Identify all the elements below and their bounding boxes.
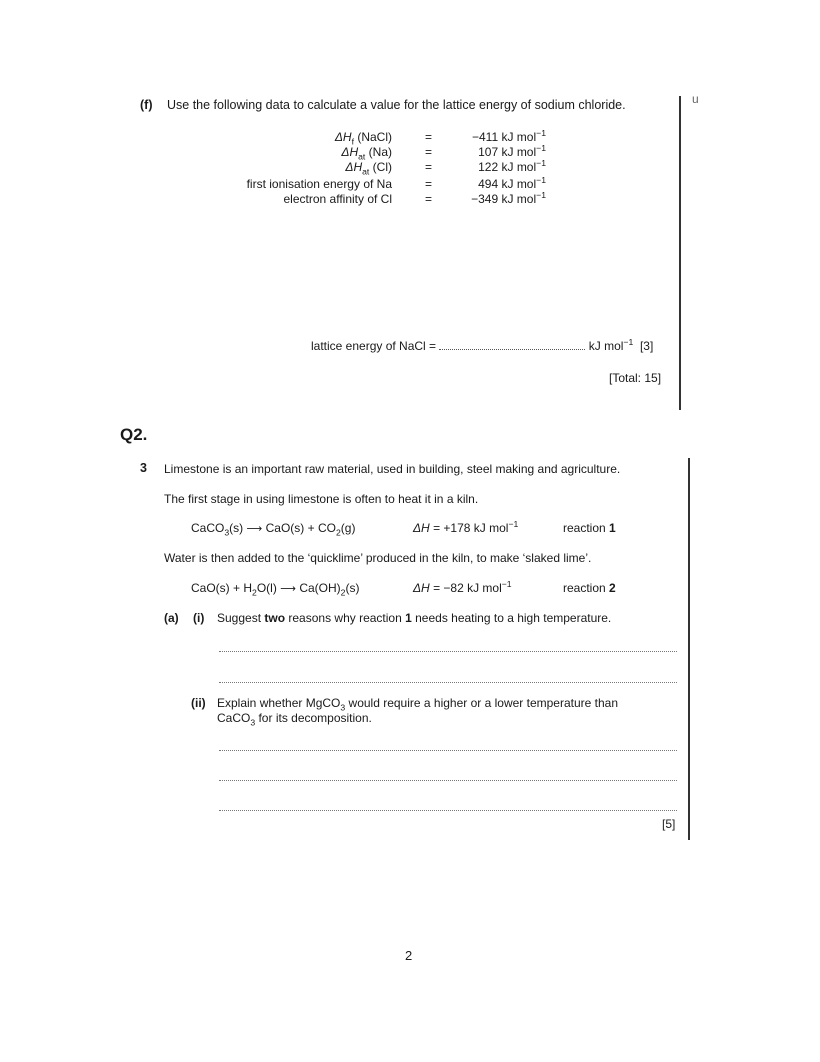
- part-f-label: (f): [140, 98, 153, 112]
- data-row-label: $\Delta H_{at}$ (Cl): [345, 160, 392, 177]
- data-row-value: −349 kJ mol$^{-1}$: [471, 190, 546, 206]
- intro-text: Limestone is an important raw material, used in building, steel making and agriculture.: [164, 462, 621, 476]
- reaction-1-label: reaction 1: [563, 521, 616, 535]
- data-row-label: $\Delta H_{at}$ (Na): [341, 145, 392, 162]
- part-f-question: Use the following data to calculate a value for the lattice energy of sodium chloride.: [167, 98, 626, 112]
- data-row-label: $\Delta H_f$ (NaCl): [334, 130, 392, 147]
- data-row: [0, 192, 820, 208]
- part-i-label: (i): [193, 611, 205, 625]
- answer-blank[interactable]: [439, 349, 585, 350]
- answer-unit: kJ mol: [588, 339, 624, 353]
- equals-sign: =: [425, 177, 433, 191]
- data-row: [0, 130, 820, 146]
- reaction-2-enthalpy: ΔH = −82 kJ mol$^{-1}$: [413, 579, 512, 595]
- answer-prefix: lattice energy of NaCl =: [311, 339, 437, 353]
- data-row: [0, 160, 820, 176]
- stage1-text: The first stage in using limestone is often to heat it in a kiln.: [164, 492, 479, 506]
- reaction-2-label: reaction 2: [563, 581, 616, 595]
- data-row: [0, 177, 820, 193]
- data-row-value: −411 kJ mol$^{-1}$: [472, 128, 546, 144]
- answer-line-ii-3[interactable]: [219, 810, 677, 811]
- reaction-1-equation: CaCO$_3$(s) ⟶ $CaO(s) + CO_2(g)$: [191, 521, 356, 538]
- part-a-label: (a): [164, 611, 179, 625]
- data-row: [0, 145, 820, 161]
- answer-line-ii-1[interactable]: [219, 750, 677, 751]
- data-row-label: first ionisation energy of Na: [246, 177, 392, 191]
- margin-mark: u: [692, 92, 699, 106]
- answer-line-ii-2[interactable]: [219, 780, 677, 781]
- answer-line-i-1[interactable]: [219, 651, 677, 652]
- equals-sign: =: [425, 192, 433, 206]
- equals-sign: =: [425, 130, 433, 144]
- reaction-2-equation: $CaO(s) + H_2O(l)$ ⟶ $Ca(OH)_2(s)$: [191, 581, 360, 598]
- data-row-value: 122 kJ mol$^{-1}$: [478, 158, 546, 174]
- question-ii-line-1: Explain whether MgCO$_3$ would require a higher or a lower temperature than: [217, 696, 619, 713]
- arrow-icon: ⟶: [246, 522, 263, 535]
- margin-line-bottom: [688, 458, 690, 840]
- data-row-value: 494 kJ mol$^{-1}$: [478, 175, 546, 191]
- answer-line: [311, 339, 653, 353]
- reaction-1-enthalpy: ΔH = +178 kJ mol$^{-1}$: [413, 519, 519, 535]
- question-number: 3: [140, 461, 147, 475]
- page-number: 2: [405, 948, 413, 963]
- part-ii-marks: [5]: [662, 817, 676, 831]
- answer-line-i-2[interactable]: [219, 682, 677, 683]
- total-marks: [Total: 15]: [609, 371, 662, 385]
- stage2-text: Water is then added to the ‘quicklime’ produced in the kiln, to make ‘slaked lime’.: [164, 551, 592, 565]
- answer-unit-sup: −1: [623, 337, 634, 347]
- question-ii-line-2: CaCO$_3$ for its decomposition.: [217, 711, 372, 728]
- equals-sign: =: [425, 160, 433, 174]
- part-f-marks: [3]: [639, 339, 654, 353]
- data-row-label: electron affinity of Cl: [283, 192, 392, 206]
- part-ii-label: (ii): [191, 696, 206, 710]
- data-row-value: 107 kJ mol$^{-1}$: [478, 143, 546, 159]
- arrow-icon: ⟶: [280, 582, 296, 595]
- q2-heading: Q2.: [120, 425, 148, 444]
- equals-sign: =: [425, 145, 433, 159]
- question-i-text: Suggest two reasons why reaction 1 needs heating to a high temperature.: [217, 611, 612, 625]
